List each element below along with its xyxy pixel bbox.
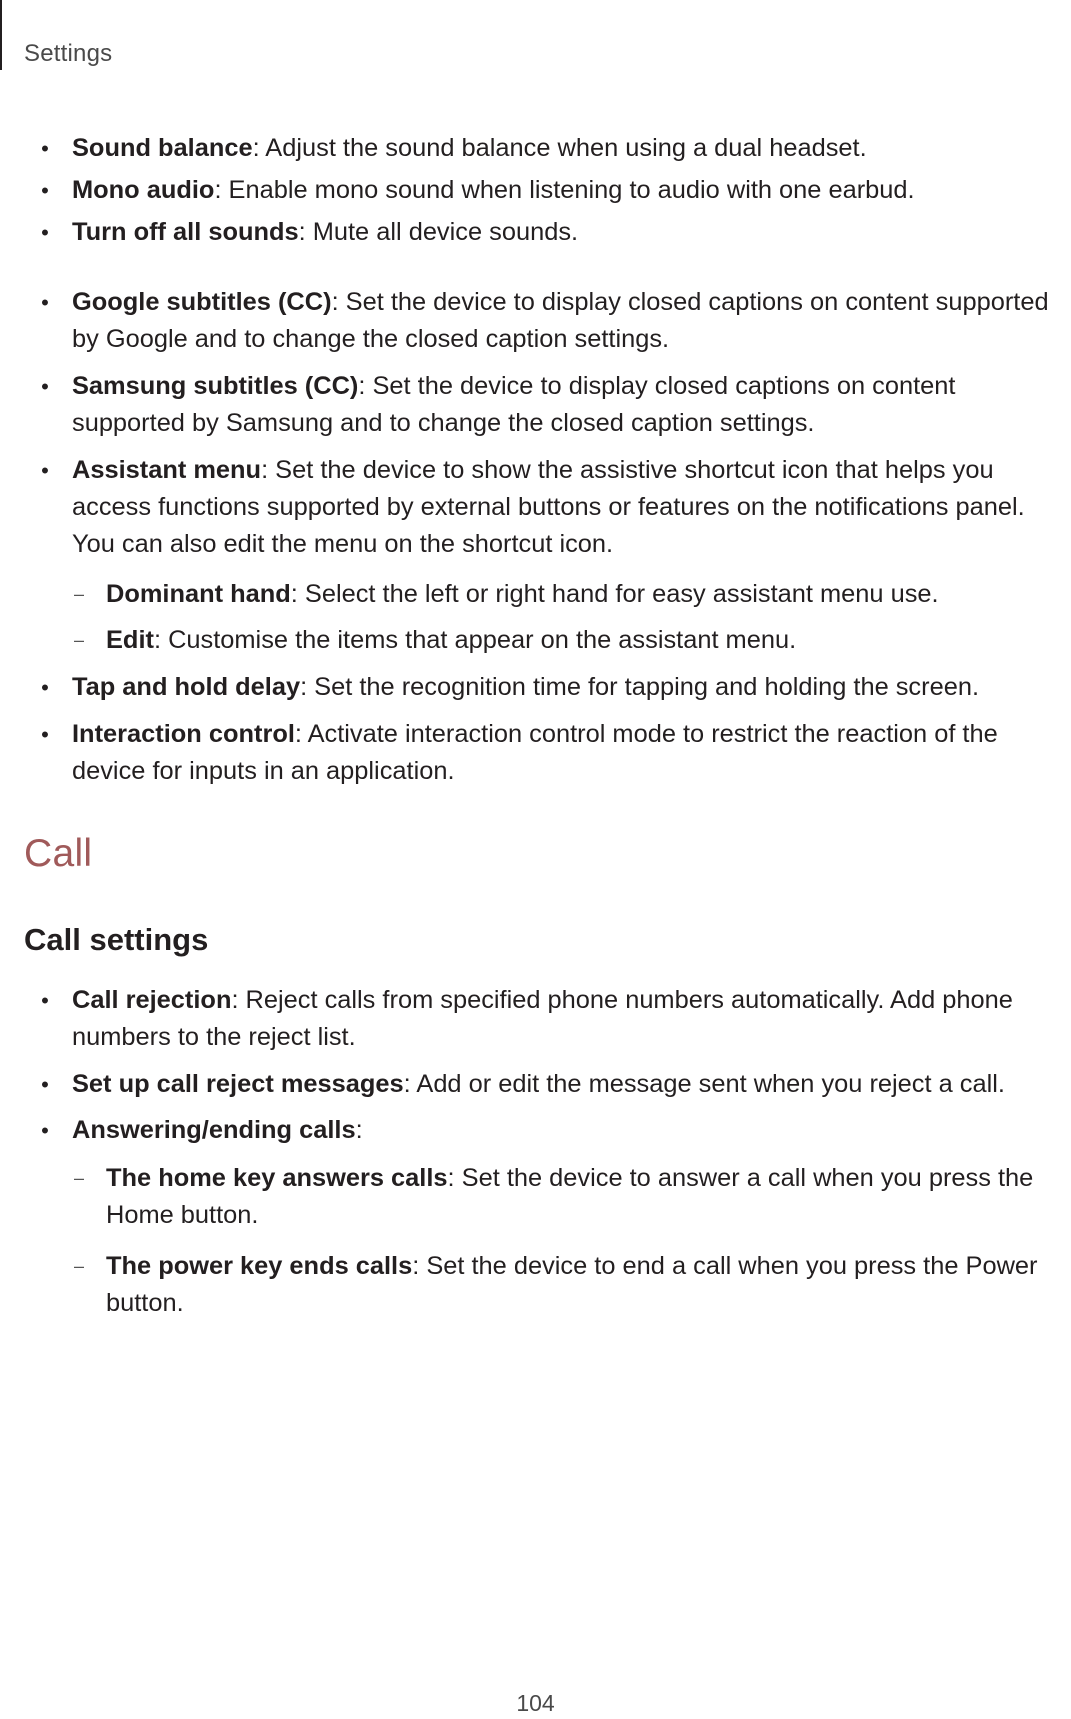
bullet-icon: •	[41, 1118, 49, 1143]
sub-item-home-key-answers	[73, 1160, 1068, 1234]
item-term: Interaction control	[72, 720, 295, 748]
item-description: : Set the device to display closed captions on content supported by Samsung and to change the closed caption settings.	[72, 372, 956, 437]
item-description: : Mute all device sounds.	[298, 218, 579, 246]
bullet-icon: •	[41, 136, 49, 161]
list-item-google-subtitles	[41, 284, 1068, 358]
list-item-samsung-subtitles	[41, 368, 1068, 442]
item-term: Assistant menu	[72, 456, 262, 484]
item-description: : Enable mono sound when listening to audio with one earbud.	[214, 176, 915, 204]
item-description: : Reject calls from specified phone numbers automatically. Add phone numbers to the reject list.	[72, 986, 1013, 1051]
item-description: : Adjust the sound balance when using a dual headset.	[252, 134, 867, 162]
list-item-call-rejection	[41, 982, 1068, 1056]
sub-item-power-key-ends	[73, 1248, 1068, 1322]
item-term: Mono audio	[72, 176, 215, 204]
list-item-mono-audio	[41, 172, 1068, 209]
item-description: : Set the device to answer a call when you press the Home button.	[106, 1164, 1034, 1229]
sub-item-dominant-hand	[73, 576, 1068, 613]
list-item-assistant-menu	[41, 452, 1068, 563]
item-term: The home key answers calls	[106, 1164, 448, 1192]
item-term: Set up call reject messages	[72, 1070, 404, 1098]
bullet-icon: •	[41, 290, 49, 315]
bullet-icon: •	[41, 178, 49, 203]
item-term: Google subtitles (CC)	[72, 288, 332, 316]
item-description: : Set the device to end a call when you press the Power button.	[106, 1252, 1038, 1317]
list-item-call-reject-messages	[41, 1066, 1068, 1103]
page-number: 104	[516, 1690, 555, 1716]
section-title: Call	[24, 832, 93, 875]
list-item-interaction-control	[41, 716, 1068, 790]
dash-icon: –	[73, 1256, 84, 1276]
bullet-icon: •	[41, 1072, 49, 1097]
item-description: : Set the recognition time for tapping and holding the screen.	[300, 673, 980, 701]
item-term: Turn off all sounds	[72, 218, 299, 246]
item-term: Edit	[106, 626, 154, 654]
item-description: : Activate interaction control mode to restrict the reaction of the device for inputs in an application.	[72, 720, 998, 785]
bullet-icon: •	[41, 988, 49, 1013]
list-item-answering-ending-calls	[41, 1112, 1068, 1149]
item-term: Samsung subtitles (CC)	[72, 372, 359, 400]
bullet-icon: •	[41, 374, 49, 399]
subsection-title: Call settings	[24, 922, 209, 957]
list-item-turn-off-all-sounds	[41, 214, 1068, 251]
bullet-icon: •	[41, 220, 49, 245]
item-term: Call rejection	[72, 986, 232, 1014]
item-description: : Select the left or right hand for easy assistant menu use.	[290, 580, 939, 608]
item-term: Dominant hand	[106, 580, 291, 608]
list-item-sound-balance	[41, 130, 1068, 167]
dash-icon: –	[73, 630, 84, 650]
item-term: Tap and hold delay	[72, 673, 301, 701]
running-head: Settings	[24, 40, 113, 67]
item-description: : Set the device to display closed captions on content supported by Google and to change the closed caption settings.	[72, 288, 1049, 353]
item-term: Sound balance	[72, 134, 253, 162]
dash-icon: –	[73, 1168, 84, 1188]
item-description: : Add or edit the message sent when you reject a call.	[403, 1070, 1005, 1098]
item-term: Answering/ending calls	[72, 1116, 356, 1144]
bullet-icon: •	[41, 675, 49, 700]
list-item-tap-and-hold-delay	[41, 669, 1068, 706]
sub-item-edit	[73, 622, 1068, 659]
item-description: : Customise the items that appear on the assistant menu.	[153, 626, 797, 654]
item-description: :	[355, 1116, 363, 1144]
page-corner-rule	[0, 0, 2, 70]
item-description: : Set the device to show the assistive shortcut icon that helps you access functions supported by external buttons or features on the notifications panel. You can also edit the menu on the shortcut icon.	[72, 456, 1025, 558]
dash-icon: –	[73, 584, 84, 604]
bullet-icon: •	[41, 458, 49, 483]
bullet-icon: •	[41, 722, 49, 747]
item-term: The power key ends calls	[106, 1252, 413, 1280]
